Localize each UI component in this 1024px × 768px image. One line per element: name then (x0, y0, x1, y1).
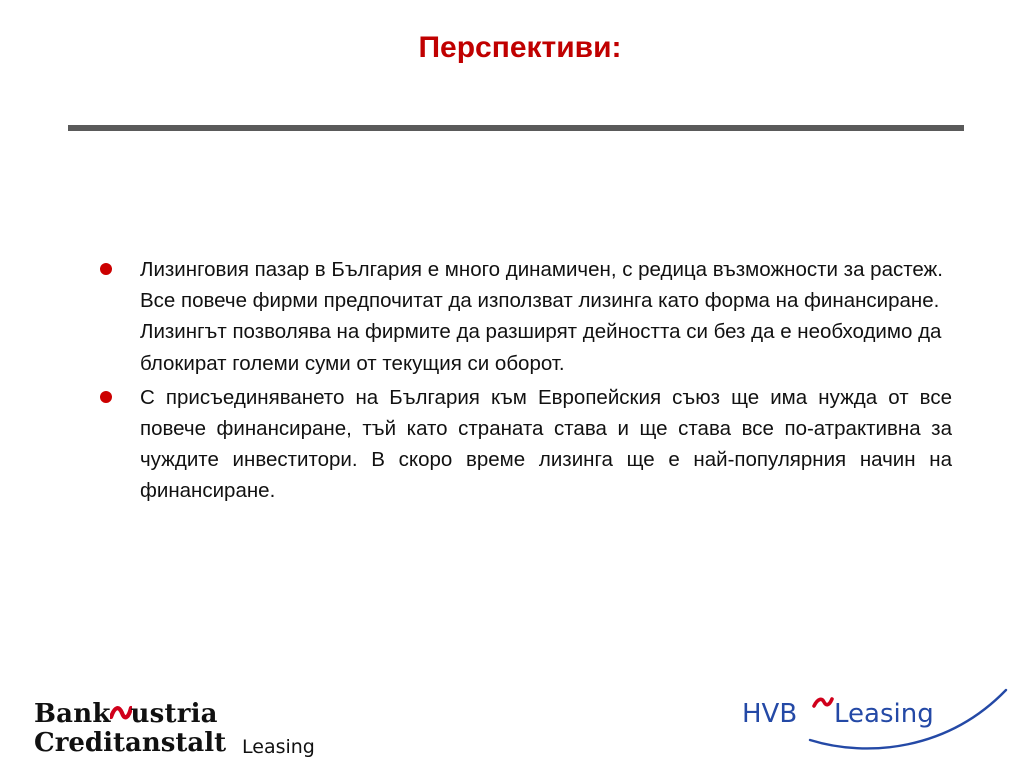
bullet-item (100, 254, 952, 379)
hvb-leasing-text: Leasing (834, 699, 934, 729)
bullet-dot-icon (100, 263, 112, 275)
bank-austria-austria-text: ustria (130, 699, 218, 729)
hvb-tilde-mark-icon (812, 696, 834, 710)
bullet-dot-icon (100, 391, 112, 403)
bullet-text: С присъединяването на България към Европейския съюз ще има нужда от все повече финансиране, тъй като страната става и ще става все по-атрактивна за чуждите инвеститори. В скоро време лизинга ще е най-популярния начин на финансиране. (140, 385, 952, 503)
bullet-text: Лизинговия пазар в България е много динамичен, с редица възможности за растеж. Все повече фирми предпочитат да използват лизинга като форма на финансиране. Лизингът позволява на фирмите да разширят дейността си без да е необходимо да блокират големи суми от текущия си оборот. (140, 258, 943, 375)
hvb-leasing-logo (738, 688, 1010, 754)
bank-austria-swoosh-icon (110, 703, 132, 725)
title-divider (68, 125, 964, 131)
slide-title: Перспективи: (418, 31, 622, 64)
bank-austria-leasing-text: Leasing (242, 736, 315, 758)
hvb-text: HVB (742, 699, 798, 729)
bullet-list (100, 254, 952, 507)
creditanstalt-text: Creditanstalt (34, 728, 227, 758)
bank-austria-wordmark (34, 699, 218, 729)
bank-austria-creditanstalt-leasing-logo (34, 699, 334, 763)
bullet-item (100, 382, 952, 507)
bank-austria-bank-text: Bank (34, 699, 111, 729)
